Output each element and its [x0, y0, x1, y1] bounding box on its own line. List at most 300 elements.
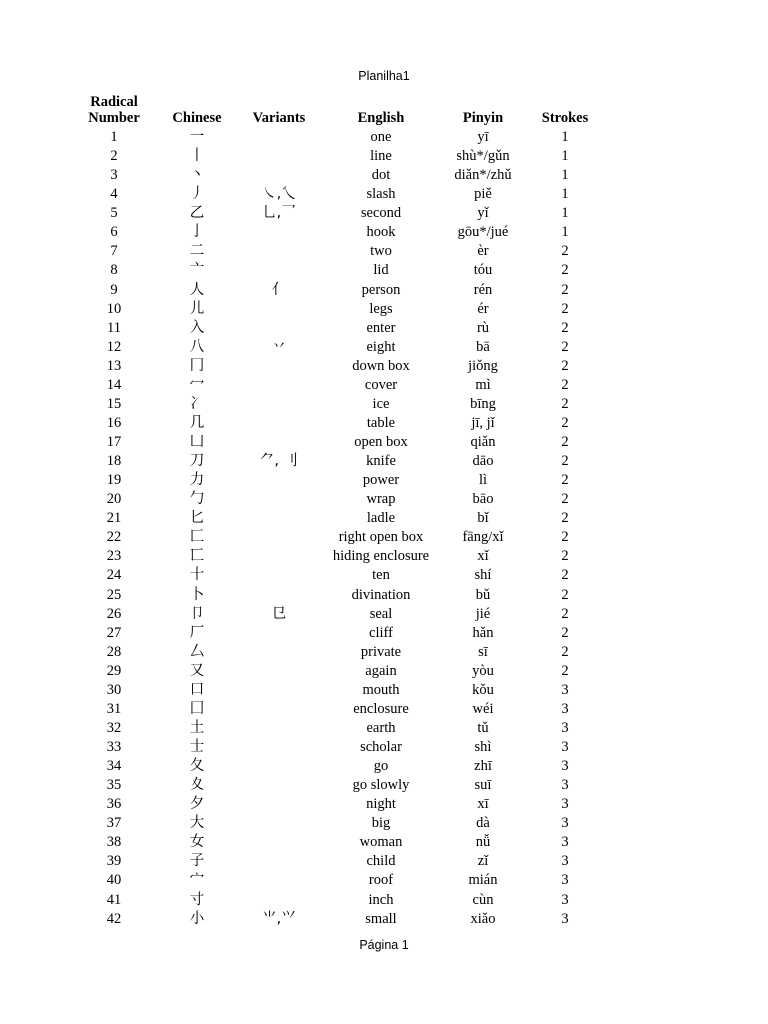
- cell-chinese: 囗: [189, 700, 205, 717]
- cell-strokes: 3: [561, 872, 569, 889]
- cell-pinyin: yī: [477, 129, 489, 146]
- cell-number: 27: [106, 624, 122, 641]
- cell-number: 34: [106, 758, 122, 775]
- cell-strokes: 2: [561, 529, 569, 546]
- cell-number: 42: [106, 910, 122, 927]
- cell-number: 11: [107, 319, 121, 336]
- table-row: [76, 605, 610, 624]
- cell-variants: [242, 261, 316, 280]
- cell-variants: [242, 566, 316, 585]
- cell-chinese: 二: [189, 243, 205, 260]
- cell-chinese: 入: [189, 319, 205, 336]
- cell-variants: [242, 395, 316, 414]
- cell-chinese: 凵: [189, 434, 205, 451]
- table-row: [76, 681, 610, 700]
- table-row: [76, 852, 610, 871]
- cell-pinyin: rén: [473, 281, 493, 298]
- cell-pinyin: ér: [477, 300, 489, 317]
- header-strokes: Strokes: [541, 110, 589, 126]
- cell-number: 39: [106, 853, 122, 870]
- cell-variants: [242, 681, 316, 700]
- radicals-table: [76, 94, 610, 929]
- cell-strokes: 2: [561, 395, 569, 412]
- cell-chinese: 几: [189, 414, 205, 431]
- cell-english: eight: [366, 338, 396, 355]
- cell-number: 18: [106, 453, 122, 470]
- cell-pinyin: xiǎo: [470, 910, 496, 927]
- cell-strokes: 3: [561, 681, 569, 698]
- cell-english: two: [370, 243, 392, 260]
- cell-strokes: 3: [561, 777, 569, 794]
- cell-strokes: 1: [561, 129, 569, 146]
- cell-variants: [242, 223, 316, 242]
- cell-pinyin: kǒu: [472, 681, 494, 698]
- table-row: [76, 719, 610, 738]
- cell-number: 41: [106, 891, 122, 908]
- cell-english: open box: [354, 434, 408, 451]
- table-row: [76, 757, 610, 776]
- cell-pinyin: wéi: [472, 700, 494, 717]
- cell-strokes: 2: [561, 434, 569, 451]
- cell-strokes: 1: [561, 205, 569, 222]
- cell-strokes: 2: [561, 357, 569, 374]
- cell-english: knife: [366, 453, 396, 470]
- cell-english: cliff: [369, 624, 393, 641]
- header-variants: Variants: [252, 110, 306, 126]
- cell-english: small: [365, 910, 397, 927]
- cell-number: 14: [106, 376, 122, 393]
- cell-english: one: [370, 129, 392, 146]
- cell-strokes: 2: [561, 510, 569, 527]
- cell-chinese: 大: [189, 815, 205, 832]
- cell-variants: [242, 528, 316, 547]
- cell-strokes: 2: [561, 262, 569, 279]
- cell-english: line: [370, 148, 392, 165]
- cell-english: hook: [366, 224, 396, 241]
- cell-chinese: 匚: [189, 529, 205, 546]
- cell-number: 6: [110, 224, 118, 241]
- table-row: [76, 776, 610, 795]
- cell-chinese: 女: [189, 834, 205, 851]
- cell-english: mouth: [362, 681, 400, 698]
- cell-english: table: [366, 414, 396, 431]
- cell-variants: [242, 128, 316, 147]
- cell-number: 7: [110, 243, 118, 260]
- table-row: [76, 281, 610, 300]
- table-row: [76, 338, 610, 357]
- cell-number: 28: [106, 643, 122, 660]
- cell-variants: [242, 357, 316, 376]
- cell-english: woman: [359, 834, 403, 851]
- cell-english: right open box: [338, 529, 424, 546]
- cell-pinyin: bǐ: [477, 510, 489, 527]
- cell-variants: [242, 319, 316, 338]
- cell-pinyin: bīng: [470, 395, 496, 412]
- cell-strokes: 2: [561, 414, 569, 431]
- cell-number: 19: [106, 472, 122, 489]
- cell-english: go slowly: [352, 777, 410, 794]
- table-row: [76, 586, 610, 605]
- cell-number: 20: [106, 491, 122, 508]
- cell-english: again: [365, 662, 397, 679]
- cell-pinyin: piě: [474, 186, 492, 203]
- cell-pinyin: jī, jǐ: [471, 414, 495, 431]
- cell-chinese: 冂: [189, 357, 205, 374]
- cell-english: enter: [366, 319, 396, 336]
- cell-strokes: 1: [561, 186, 569, 203]
- cell-strokes: 2: [561, 338, 569, 355]
- cell-variants: [242, 776, 316, 795]
- cell-number: 38: [106, 834, 122, 851]
- cell-english: second: [360, 205, 402, 222]
- cell-pinyin: xǐ: [477, 548, 489, 565]
- cell-variants: 㔾: [271, 605, 287, 622]
- header-chinese: Chinese: [172, 110, 222, 126]
- cell-variants: [242, 643, 316, 662]
- table-row: [76, 261, 610, 280]
- header-english: English: [357, 110, 405, 126]
- header-pinyin: Pinyin: [462, 110, 504, 126]
- cell-variants: [242, 891, 316, 910]
- cell-number: 35: [106, 777, 122, 794]
- cell-strokes: 2: [561, 319, 569, 336]
- cell-variants: [242, 166, 316, 185]
- cell-number: 2: [110, 148, 118, 165]
- cell-chinese: 力: [189, 472, 205, 489]
- cell-chinese: 卜: [189, 586, 205, 603]
- table-row: [76, 738, 610, 757]
- cell-number: 15: [106, 395, 122, 412]
- cell-chinese: 丿: [189, 186, 205, 203]
- cell-variants: [242, 624, 316, 643]
- table-row: [76, 357, 610, 376]
- table-row: [76, 319, 610, 338]
- cell-strokes: 2: [561, 376, 569, 393]
- cell-variants: [242, 795, 316, 814]
- cell-english: cover: [364, 376, 398, 393]
- cell-strokes: 2: [561, 586, 569, 603]
- cell-number: 37: [106, 815, 122, 832]
- table-row: [76, 204, 610, 223]
- cell-chinese: 寸: [189, 891, 205, 908]
- cell-variants: 丷: [271, 338, 287, 355]
- cell-strokes: 2: [561, 567, 569, 584]
- cell-pinyin: jiǒng: [468, 357, 498, 374]
- cell-chinese: 厶: [189, 643, 205, 660]
- cell-pinyin: shù*/gǔn: [456, 148, 510, 165]
- cell-chinese: 士: [189, 739, 205, 756]
- cell-chinese: 亠: [189, 262, 205, 279]
- cell-variants: ⺌,⺍: [262, 910, 296, 927]
- cell-number: 9: [110, 281, 118, 298]
- cell-number: 21: [106, 510, 122, 527]
- table-row: [76, 910, 610, 929]
- cell-variants: [242, 586, 316, 605]
- cell-variants: [242, 490, 316, 509]
- cell-english: ladle: [366, 510, 396, 527]
- table-row: [76, 185, 610, 204]
- cell-variants: [242, 547, 316, 566]
- cell-pinyin: dāo: [472, 453, 494, 470]
- cell-pinyin: sī: [478, 643, 488, 660]
- table-row: [76, 795, 610, 814]
- cell-pinyin: yòu: [472, 662, 494, 679]
- cell-variants: [242, 852, 316, 871]
- cell-english: go: [373, 758, 389, 775]
- cell-strokes: 3: [561, 891, 569, 908]
- cell-strokes: 1: [561, 224, 569, 241]
- cell-variants: [242, 300, 316, 319]
- cell-pinyin: nǚ: [475, 834, 491, 851]
- cell-strokes: 2: [561, 605, 569, 622]
- table-row: [76, 833, 610, 852]
- cell-variants: [242, 833, 316, 852]
- table-row: [76, 223, 610, 242]
- cell-english: hiding enclosure: [332, 548, 430, 565]
- cell-strokes: 3: [561, 739, 569, 756]
- cell-pinyin: bāo: [472, 491, 494, 508]
- cell-english: ten: [372, 567, 390, 584]
- cell-pinyin: gōu*/jué: [457, 224, 509, 241]
- cell-strokes: 2: [561, 643, 569, 660]
- cell-chinese: 夕: [189, 796, 205, 813]
- cell-pinyin: diǎn*/zhǔ: [454, 167, 512, 184]
- cell-english: lid: [373, 262, 389, 279]
- cell-english: divination: [351, 586, 411, 603]
- cell-english: legs: [369, 300, 393, 317]
- cell-english: seal: [369, 605, 393, 622]
- cell-pinyin: lì: [478, 472, 488, 489]
- cell-pinyin: dà: [476, 815, 490, 832]
- cell-number: 13: [106, 357, 122, 374]
- cell-english: earth: [366, 719, 396, 736]
- cell-number: 4: [110, 186, 118, 203]
- table-row: [76, 242, 610, 261]
- table-row: [76, 452, 610, 471]
- cell-number: 40: [106, 872, 122, 889]
- table-row: [76, 490, 610, 509]
- cell-chinese: 一: [189, 129, 205, 146]
- cell-chinese: 儿: [189, 300, 205, 317]
- header-number: [76, 94, 152, 128]
- cell-variants: [242, 719, 316, 738]
- cell-variants: 亻: [271, 281, 287, 298]
- cell-number: 12: [106, 338, 122, 355]
- table-row: [76, 700, 610, 719]
- cell-pinyin: cùn: [472, 891, 494, 908]
- cell-english: dot: [371, 167, 391, 184]
- cell-pinyin: mián: [468, 872, 498, 889]
- cell-english: power: [362, 472, 400, 489]
- cell-variants: [242, 871, 316, 890]
- cell-number: 26: [106, 605, 122, 622]
- cell-number: 24: [106, 567, 122, 584]
- cell-strokes: 3: [561, 853, 569, 870]
- cell-variants: [242, 700, 316, 719]
- cell-pinyin: shí: [474, 567, 492, 584]
- cell-pinyin: shì: [474, 739, 492, 756]
- cell-number: 10: [106, 300, 122, 317]
- cell-strokes: 3: [561, 719, 569, 736]
- cell-strokes: 1: [561, 167, 569, 184]
- cell-chinese: 冖: [189, 376, 205, 393]
- cell-english: ice: [372, 395, 390, 412]
- table-row: [76, 624, 610, 643]
- cell-strokes: 3: [561, 834, 569, 851]
- cell-pinyin: yǐ: [477, 205, 489, 222]
- cell-strokes: 2: [561, 453, 569, 470]
- sheet-title: Planilha1: [358, 69, 410, 83]
- cell-number: 31: [106, 700, 122, 717]
- cell-english: roof: [368, 872, 394, 889]
- cell-number: 1: [110, 129, 118, 146]
- cell-chinese: 十: [189, 567, 205, 584]
- cell-pinyin: tóu: [473, 262, 493, 279]
- table-row: [76, 300, 610, 319]
- cell-pinyin: rù: [476, 319, 490, 336]
- cell-chinese: 刀: [189, 453, 205, 470]
- table-row: [76, 166, 610, 185]
- cell-number: 17: [106, 434, 122, 451]
- cell-pinyin: suī: [474, 777, 492, 794]
- cell-variants: ㇏,乀: [262, 186, 296, 203]
- cell-strokes: 3: [561, 758, 569, 775]
- cell-english: scholar: [360, 739, 402, 756]
- cell-variants: ⺈, 刂: [259, 453, 299, 470]
- cell-pinyin: èr: [477, 243, 489, 260]
- cell-pinyin: zǐ: [477, 853, 489, 870]
- cell-strokes: 2: [561, 243, 569, 260]
- cell-strokes: 1: [561, 148, 569, 165]
- cell-chinese: 匕: [189, 510, 205, 527]
- table-row: [76, 814, 610, 833]
- table-row: [76, 547, 610, 566]
- table-row: [76, 528, 610, 547]
- cell-variants: [242, 376, 316, 395]
- cell-chinese: 又: [189, 662, 205, 679]
- cell-chinese: 勹: [189, 491, 205, 508]
- table-row: [76, 147, 610, 166]
- cell-pinyin: hǎn: [472, 624, 494, 641]
- cell-variants: [242, 242, 316, 261]
- cell-number: 29: [106, 662, 122, 679]
- cell-number: 30: [106, 681, 122, 698]
- cell-pinyin: bǔ: [475, 586, 491, 603]
- cell-strokes: 2: [561, 548, 569, 565]
- cell-chinese: 口: [189, 681, 205, 698]
- cell-number: 16: [106, 414, 122, 431]
- cell-chinese: 宀: [189, 872, 205, 889]
- cell-strokes: 2: [561, 662, 569, 679]
- cell-chinese: 小: [189, 910, 205, 927]
- cell-pinyin: bā: [476, 338, 490, 355]
- table-body: [76, 128, 610, 929]
- cell-strokes: 2: [561, 472, 569, 489]
- table-row: [76, 871, 610, 890]
- cell-english: slash: [366, 186, 396, 203]
- cell-chinese: 丶: [189, 167, 205, 184]
- cell-variants: 乚,乛: [262, 205, 296, 222]
- cell-number: 3: [110, 167, 118, 184]
- cell-pinyin: fāng/xǐ: [462, 529, 504, 546]
- cell-pinyin: jié: [475, 605, 491, 622]
- cell-strokes: 2: [561, 624, 569, 641]
- cell-number: 5: [110, 205, 118, 222]
- cell-pinyin: xī: [477, 796, 489, 813]
- cell-pinyin: tǔ: [477, 719, 489, 736]
- cell-variants: [242, 147, 316, 166]
- table-row: [76, 662, 610, 681]
- cell-strokes: 3: [561, 815, 569, 832]
- cell-chinese: 乙: [189, 205, 205, 222]
- page-footer: Página 1: [359, 938, 409, 952]
- cell-chinese: 人: [189, 281, 205, 298]
- cell-variants: [242, 509, 316, 528]
- cell-pinyin: zhī: [474, 758, 492, 775]
- cell-variants: [242, 738, 316, 757]
- cell-strokes: 2: [561, 491, 569, 508]
- cell-chinese: 亅: [189, 224, 205, 241]
- cell-chinese: 冫: [189, 395, 205, 412]
- cell-strokes: 3: [561, 700, 569, 717]
- header-number-label: Radical Number: [88, 94, 140, 126]
- cell-number: 33: [106, 739, 122, 756]
- table-row: [76, 566, 610, 585]
- cell-variants: [242, 414, 316, 433]
- cell-number: 32: [106, 719, 122, 736]
- cell-english: person: [361, 281, 401, 298]
- cell-chinese: 丨: [189, 148, 205, 165]
- cell-number: 36: [106, 796, 122, 813]
- cell-variants: [242, 757, 316, 776]
- cell-strokes: 3: [561, 796, 569, 813]
- cell-variants: [242, 662, 316, 681]
- cell-chinese: 厂: [189, 624, 205, 641]
- cell-english: down box: [352, 357, 410, 374]
- table-row: [76, 414, 610, 433]
- cell-variants: [242, 433, 316, 452]
- cell-english: private: [360, 643, 402, 660]
- cell-number: 23: [106, 548, 122, 565]
- cell-pinyin: mì: [475, 376, 491, 393]
- cell-english: wrap: [366, 491, 396, 508]
- cell-english: big: [371, 815, 391, 832]
- table-row: [76, 643, 610, 662]
- cell-strokes: 3: [561, 910, 569, 927]
- cell-pinyin: qiǎn: [470, 434, 496, 451]
- cell-strokes: 2: [561, 281, 569, 298]
- cell-chinese: 子: [189, 853, 205, 870]
- cell-variants: [242, 471, 316, 490]
- cell-chinese: 夂: [189, 758, 205, 775]
- cell-english: inch: [368, 891, 394, 908]
- table-row: [76, 891, 610, 910]
- table-row: [76, 395, 610, 414]
- cell-strokes: 2: [561, 300, 569, 317]
- cell-chinese: 夊: [189, 777, 205, 794]
- cell-chinese: 土: [189, 719, 205, 736]
- cell-english: night: [366, 796, 396, 813]
- cell-english: child: [366, 853, 396, 870]
- table-row: [76, 471, 610, 490]
- cell-chinese: 匸: [189, 548, 205, 565]
- cell-english: enclosure: [353, 700, 409, 717]
- table-row: [76, 433, 610, 452]
- cell-number: 25: [106, 586, 122, 603]
- cell-chinese: 八: [189, 338, 205, 355]
- cell-variants: [242, 814, 316, 833]
- cell-number: 8: [110, 262, 118, 279]
